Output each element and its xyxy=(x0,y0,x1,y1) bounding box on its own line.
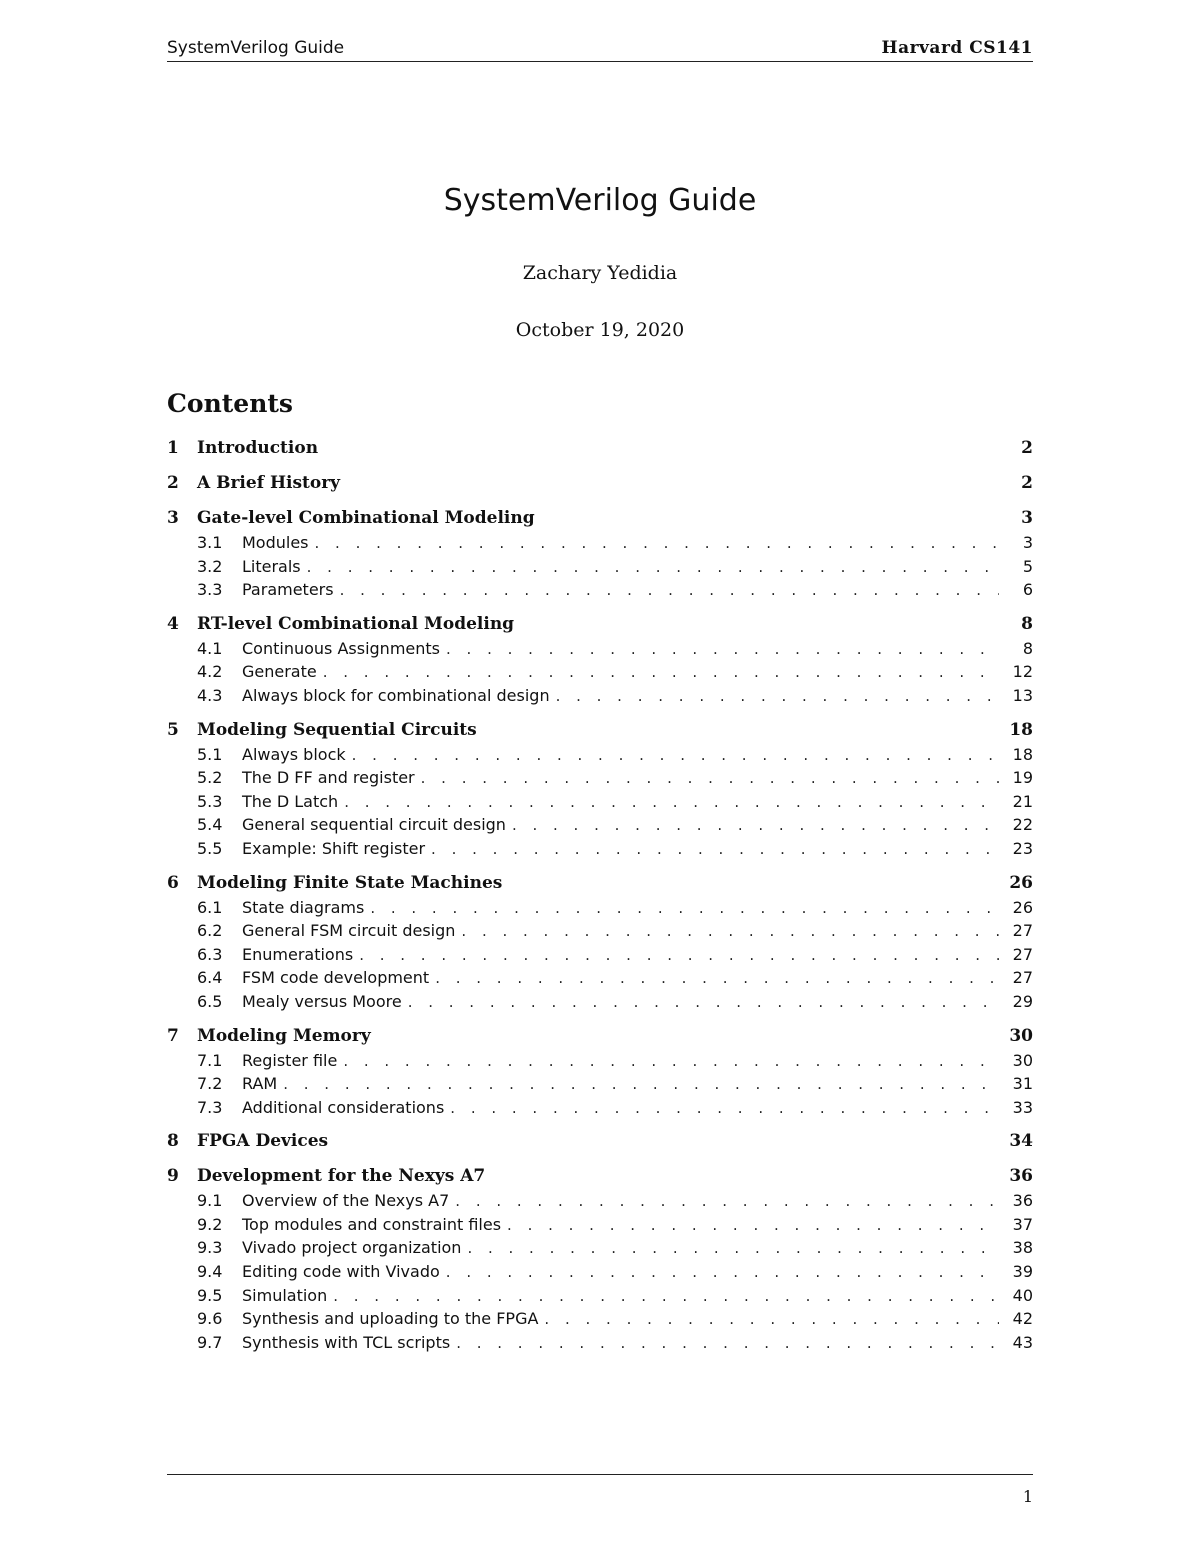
toc-subsection-entry[interactable] xyxy=(167,792,1033,816)
toc-section-entry[interactable] xyxy=(167,614,1033,639)
toc-subsection-page: 40 xyxy=(1012,1285,1033,1305)
toc-subsection-entry[interactable] xyxy=(167,1309,1033,1333)
toc-subsection-page: 18 xyxy=(1012,744,1033,764)
toc-subsection-page: 27 xyxy=(1012,944,1033,964)
toc-section xyxy=(167,473,1033,498)
toc-subsection-entry[interactable] xyxy=(167,898,1033,922)
page-number: 1 xyxy=(1022,1487,1033,1506)
toc-section-number: 2 xyxy=(167,473,179,493)
toc-subsection-number: 5.2 xyxy=(197,768,223,788)
toc-subsection-entry[interactable] xyxy=(167,662,1033,686)
toc-subsection-entry[interactable] xyxy=(167,921,1033,945)
toc-section-page: 3 xyxy=(1021,508,1033,528)
contents-heading: Contents xyxy=(167,389,294,418)
toc-subsection-number: 6.4 xyxy=(197,968,223,988)
toc-subsection-title: Continuous Assignments xyxy=(242,639,446,658)
toc-subsection-title: Synthesis with TCL scripts xyxy=(242,1333,456,1352)
footer-rule xyxy=(167,1474,1033,1475)
toc-subsection-entry[interactable] xyxy=(167,557,1033,581)
toc-subsection-entry[interactable] xyxy=(167,945,1033,969)
toc-subsection-title: Register file xyxy=(242,1051,343,1070)
toc-subsection-page: 23 xyxy=(1012,838,1033,858)
toc-section-number: 3 xyxy=(167,508,179,528)
toc-subsection-number: 3.1 xyxy=(197,533,223,552)
toc-section-entry[interactable] xyxy=(167,873,1033,898)
toc-subsection-number: 5.4 xyxy=(197,815,223,835)
toc-subsection-title: Always block xyxy=(242,745,352,764)
toc-subsection-title: Overview of the Nexys A7 xyxy=(242,1191,455,1210)
toc-dot-leader xyxy=(446,1263,999,1281)
toc-section-page: 30 xyxy=(1009,1025,1033,1046)
toc-dot-leader xyxy=(421,769,999,787)
toc-dot-leader xyxy=(315,534,999,552)
toc-dot-leader xyxy=(344,793,999,811)
toc-subsection-page: 27 xyxy=(1012,968,1033,988)
toc-subsection-page: 38 xyxy=(1012,1238,1033,1258)
toc-subsection-title: General sequential circuit design xyxy=(242,815,512,834)
toc-section-number: 8 xyxy=(167,1131,179,1152)
toc-subsection-entry[interactable] xyxy=(167,1191,1033,1215)
toc-dot-leader xyxy=(455,1192,999,1210)
toc-dot-leader xyxy=(461,922,999,940)
toc-subsection-page: 8 xyxy=(1022,638,1033,658)
toc-subsection-title: General FSM circuit design xyxy=(242,921,461,940)
toc-subsection-page: 13 xyxy=(1012,685,1033,705)
toc-section-entry[interactable] xyxy=(167,508,1033,533)
author: Zachary Yedidia xyxy=(522,262,678,284)
toc-section-title: Modeling Finite State Machines xyxy=(197,872,503,893)
toc-subsection-number: 9.6 xyxy=(197,1309,223,1329)
toc-section-entry[interactable] xyxy=(167,720,1033,745)
toc-dot-leader xyxy=(507,1216,999,1234)
toc-section-entry[interactable] xyxy=(167,1026,1033,1051)
toc-section-entry[interactable] xyxy=(167,438,1033,463)
toc-subsection-entry[interactable] xyxy=(167,580,1033,604)
toc-dot-leader xyxy=(556,687,999,705)
toc-section-entry[interactable] xyxy=(167,1131,1033,1156)
toc-section-title: Modeling Sequential Circuits xyxy=(197,719,477,740)
toc-subsection-title: Always block for combinational design xyxy=(242,686,556,705)
toc-dot-leader xyxy=(456,1334,999,1352)
toc-subsection-entry[interactable] xyxy=(167,992,1033,1016)
toc-subsection-title: Generate xyxy=(242,662,323,681)
toc-section xyxy=(167,720,1033,863)
table-of-contents xyxy=(167,438,1033,1366)
toc-subsection-title: Mealy versus Moore xyxy=(242,992,408,1011)
toc-section-page: 2 xyxy=(1021,438,1033,458)
toc-section-title: Introduction xyxy=(197,438,319,458)
toc-subsection-entry[interactable] xyxy=(167,533,1033,557)
toc-section-number: 4 xyxy=(167,613,179,634)
toc-dot-leader xyxy=(307,558,999,576)
toc-subsection-page: 26 xyxy=(1012,897,1033,917)
toc-subsection-entry[interactable] xyxy=(167,686,1033,710)
toc-subsection-page: 31 xyxy=(1012,1074,1033,1094)
toc-section-page: 8 xyxy=(1021,613,1033,634)
toc-section-title: Gate-level Combinational Modeling xyxy=(197,508,535,528)
toc-subsection-entry[interactable] xyxy=(167,639,1033,663)
toc-subsection-entry[interactable] xyxy=(167,768,1033,792)
toc-subsection-entry[interactable] xyxy=(167,839,1033,863)
toc-subsection-number: 7.3 xyxy=(197,1097,223,1117)
toc-subsection-entry[interactable] xyxy=(167,815,1033,839)
toc-subsection-page: 5 xyxy=(1022,556,1033,576)
toc-section-title: RT-level Combinational Modeling xyxy=(197,613,515,634)
toc-subsection-title: State diagrams xyxy=(242,898,370,917)
toc-subsection-number: 9.4 xyxy=(197,1262,223,1282)
toc-dot-leader xyxy=(333,1287,999,1305)
toc-subsection-title: The D FF and register xyxy=(242,768,421,787)
toc-subsection-title: Editing code with Vivado xyxy=(242,1262,446,1281)
toc-subsection-entry[interactable] xyxy=(167,1074,1033,1098)
toc-subsection-number: 9.7 xyxy=(197,1332,223,1352)
toc-subsection-page: 27 xyxy=(1012,921,1033,941)
toc-section-number: 1 xyxy=(167,438,179,458)
toc-dot-leader xyxy=(544,1310,999,1328)
toc-section xyxy=(167,614,1033,710)
toc-subsection-page: 29 xyxy=(1012,991,1033,1011)
toc-subsection-entry[interactable] xyxy=(167,1262,1033,1286)
toc-subsection-entry[interactable] xyxy=(167,1051,1033,1075)
toc-subsection-page: 19 xyxy=(1012,768,1033,788)
document-title: SystemVerilog Guide xyxy=(443,183,757,218)
toc-section-number: 5 xyxy=(167,719,179,740)
toc-subsection-entry[interactable] xyxy=(167,1215,1033,1239)
toc-subsection-page: 43 xyxy=(1012,1332,1033,1352)
toc-subsection-page: 33 xyxy=(1012,1097,1033,1117)
toc-dot-leader xyxy=(408,993,999,1011)
toc-subsection-title: Additional considerations xyxy=(242,1098,450,1117)
toc-section xyxy=(167,508,1033,604)
toc-subsection-title: Top modules and constraint files xyxy=(242,1215,507,1234)
toc-subsection-number: 7.1 xyxy=(197,1050,223,1070)
toc-subsection-entry[interactable] xyxy=(167,1238,1033,1262)
toc-section xyxy=(167,873,1033,1016)
header-course: Harvard CS141 xyxy=(881,38,1033,58)
toc-dot-leader xyxy=(340,581,999,599)
toc-subsection-page: 39 xyxy=(1012,1262,1033,1282)
toc-subsection-entry[interactable] xyxy=(167,1333,1033,1357)
toc-section-title: Development for the Nexys A7 xyxy=(197,1166,486,1187)
toc-section xyxy=(167,438,1033,463)
toc-dot-leader xyxy=(352,746,999,764)
toc-subsection-number: 9.5 xyxy=(197,1285,223,1305)
toc-subsection-page: 3 xyxy=(1022,533,1033,552)
toc-subsection-title: RAM xyxy=(242,1074,283,1093)
toc-dot-leader xyxy=(359,946,999,964)
toc-section-page: 34 xyxy=(1009,1131,1033,1152)
running-header xyxy=(167,38,1033,62)
toc-section-number: 7 xyxy=(167,1025,179,1046)
toc-subsection-page: 6 xyxy=(1022,580,1033,600)
date: October 19, 2020 xyxy=(515,319,685,341)
toc-dot-leader xyxy=(370,899,999,917)
toc-dot-leader xyxy=(467,1239,999,1257)
toc-subsection-page: 30 xyxy=(1012,1050,1033,1070)
toc-subsection-number: 7.2 xyxy=(197,1074,223,1094)
toc-subsection-title: Simulation xyxy=(242,1286,333,1305)
toc-subsection-number: 3.3 xyxy=(197,580,223,600)
toc-dot-leader xyxy=(431,840,999,858)
toc-dot-leader xyxy=(512,816,999,834)
toc-section-page: 26 xyxy=(1009,872,1033,893)
toc-subsection-page: 36 xyxy=(1012,1191,1033,1211)
toc-dot-leader xyxy=(435,969,999,987)
toc-subsection-number: 6.5 xyxy=(197,991,223,1011)
toc-section-title: FPGA Devices xyxy=(197,1131,329,1152)
toc-dot-leader xyxy=(283,1075,999,1093)
toc-dot-leader xyxy=(323,663,999,681)
toc-subsection-title: FSM code development xyxy=(242,968,435,987)
toc-section-page: 2 xyxy=(1021,473,1033,493)
toc-section xyxy=(167,1026,1033,1122)
toc-subsection-page: 37 xyxy=(1012,1214,1033,1234)
toc-section xyxy=(167,1131,1033,1156)
toc-section-title: Modeling Memory xyxy=(197,1025,371,1046)
toc-subsection-title: Example: Shift register xyxy=(242,839,431,858)
toc-subsection-entry[interactable] xyxy=(167,1286,1033,1310)
toc-section-entry[interactable] xyxy=(167,1166,1033,1191)
toc-subsection-number: 6.1 xyxy=(197,897,223,917)
toc-subsection-title: Synthesis and uploading to the FPGA xyxy=(242,1309,544,1328)
toc-subsection-number: 4.1 xyxy=(197,638,223,658)
header-left-title: SystemVerilog Guide xyxy=(167,38,345,58)
toc-subsection-entry[interactable] xyxy=(167,968,1033,992)
toc-subsection-title: Parameters xyxy=(242,580,340,599)
toc-subsection-title: Vivado project organization xyxy=(242,1238,467,1257)
toc-subsection-number: 9.2 xyxy=(197,1214,223,1234)
toc-dot-leader xyxy=(446,640,999,658)
toc-subsection-number: 4.3 xyxy=(197,685,223,705)
toc-dot-leader xyxy=(450,1099,999,1117)
toc-section-number: 9 xyxy=(167,1166,179,1187)
toc-subsection-number: 5.3 xyxy=(197,791,223,811)
toc-subsection-number: 9.3 xyxy=(197,1238,223,1258)
toc-subsection-title: Modules xyxy=(242,533,315,552)
toc-subsection-number: 5.1 xyxy=(197,744,223,764)
toc-subsection-number: 6.2 xyxy=(197,921,223,941)
toc-section-page: 36 xyxy=(1009,1166,1033,1187)
toc-section xyxy=(167,1166,1033,1356)
toc-subsection-page: 21 xyxy=(1012,791,1033,811)
toc-subsection-number: 9.1 xyxy=(197,1191,223,1211)
toc-subsection-title: The D Latch xyxy=(242,792,344,811)
toc-subsection-page: 42 xyxy=(1012,1309,1033,1329)
toc-subsection-number: 6.3 xyxy=(197,944,223,964)
toc-subsection-page: 22 xyxy=(1012,815,1033,835)
toc-subsection-entry[interactable] xyxy=(167,745,1033,769)
toc-subsection-number: 4.2 xyxy=(197,662,223,682)
toc-section-page: 18 xyxy=(1009,719,1033,740)
toc-section-number: 6 xyxy=(167,872,179,893)
toc-subsection-entry[interactable] xyxy=(167,1098,1033,1122)
toc-section-title: A Brief History xyxy=(197,473,341,493)
toc-subsection-title: Enumerations xyxy=(242,945,359,964)
toc-dot-leader xyxy=(343,1052,999,1070)
toc-subsection-number: 5.5 xyxy=(197,838,223,858)
toc-subsection-number: 3.2 xyxy=(197,556,223,576)
toc-subsection-title: Literals xyxy=(242,557,307,576)
toc-subsection-page: 12 xyxy=(1012,662,1033,682)
toc-section-entry[interactable] xyxy=(167,473,1033,498)
